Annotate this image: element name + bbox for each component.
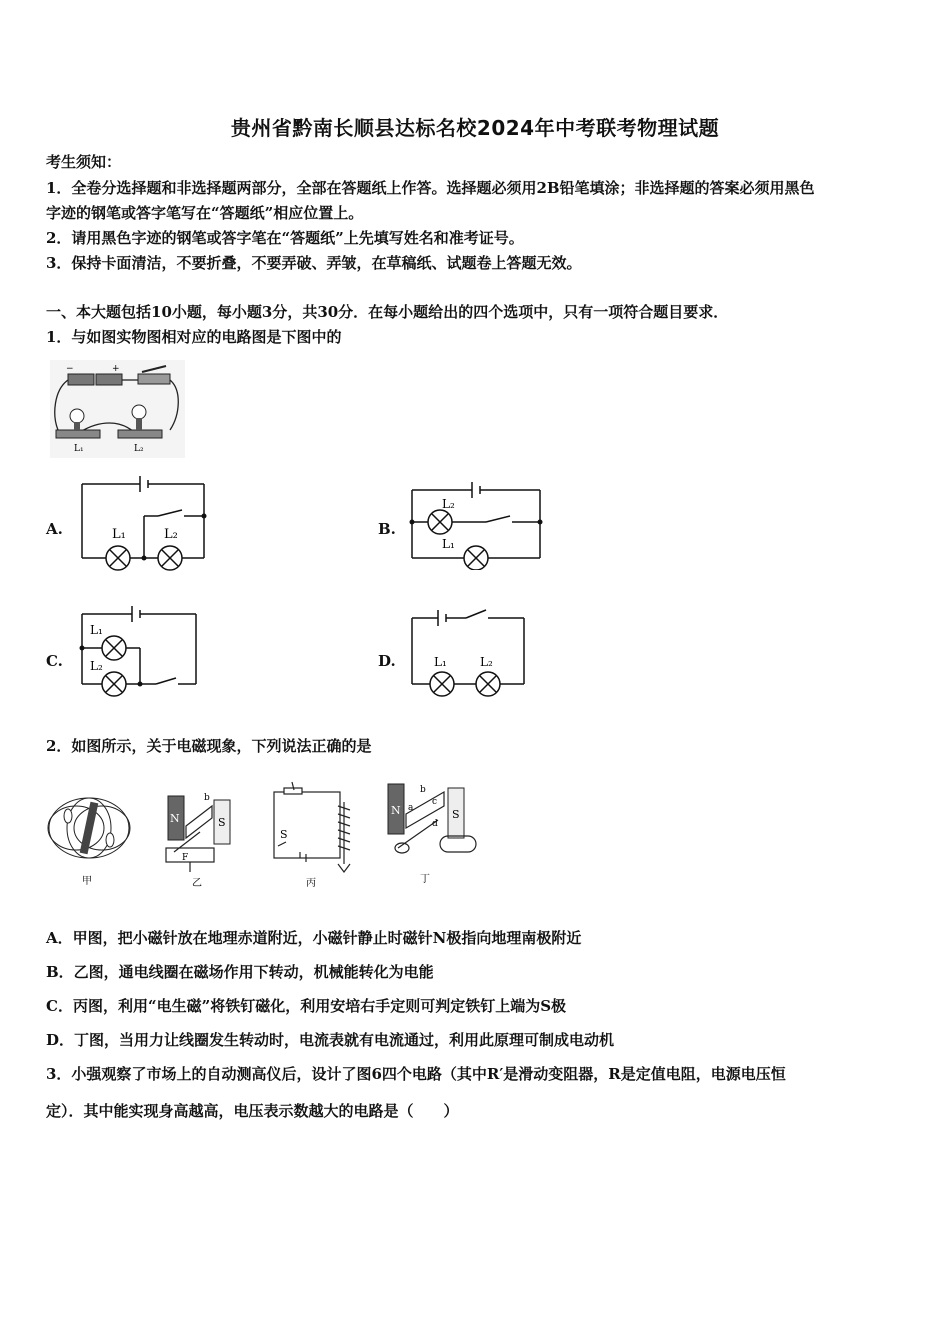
question-3-stem-line2: 定）．其中能实现身高越高，电压表示数越大的电路是（ ） (46, 1102, 459, 1120)
option-b-bulb2-label: L₁ (442, 537, 455, 551)
q1-physical-circuit-figure (50, 360, 185, 458)
fig-ding-label-c: c (432, 797, 438, 807)
option-c-circuit (72, 598, 202, 698)
fig-yi-label-b: b (204, 793, 210, 803)
question-2-stem: 2．如图所示，关于电磁现象，下列说法正确的是 (46, 737, 372, 755)
fig-ding-generator (382, 774, 478, 886)
fig-ding-n-label: N (391, 804, 401, 817)
question-2-choice-a: A．甲图，把小磁针放在地理赤道附近，小磁针静止时磁针N极指向地理南极附近 (46, 929, 582, 947)
fig-yi-n-label: N (170, 812, 180, 825)
section-heading: 一、本大题包括10小题，每小题3分，共30分．在每小题给出的四个选项中，只有一项符合题目要求． (46, 303, 729, 321)
notice-item-1: 1．全卷分选择题和非选择题两部分，全部在答题纸上作答。选择题必须用2B铅笔填涂；非选择题的答案必须用黑色 (46, 179, 815, 197)
page-title: 贵州省黔南长顺县达标名校2024年中考联考物理试题 (230, 116, 720, 140)
fig-yi-motor (154, 782, 242, 892)
option-a-circuit (72, 470, 212, 580)
notice-heading: 考生须知： (46, 153, 122, 171)
option-b-circuit (402, 478, 550, 570)
option-d-letter: D. (378, 652, 396, 670)
fig-yi-caption: 乙 (192, 878, 202, 889)
option-d-bulb2-label: L₂ (480, 655, 493, 669)
notice-item-3: 3．保持卡面清洁，不要折叠，不要弄破、弄皱，在草稿纸、试题卷上答题无效。 (46, 254, 582, 272)
option-c-bulb1-label: L₁ (90, 623, 103, 637)
plus-label: + (112, 364, 120, 374)
option-a-bulb1-label: L₁ (112, 527, 126, 542)
bulb-l2-label: L₂ (134, 444, 144, 454)
question-2-choice-d: D．丁图，当用力让线圈发生转动时，电流表就有电流通过，利用此原理可制成电动机 (46, 1031, 615, 1049)
option-a-bulb2-label: L₂ (164, 527, 178, 542)
notice-item-1-cont: 字迹的钢笔或答字笔写在“答题纸”相应位置上。 (46, 204, 364, 222)
fig-ding-label-a: a (408, 803, 414, 813)
fig-yi-label-f: F (182, 853, 189, 863)
minus-label: − (66, 364, 74, 374)
question-1-stem: 1．与如图实物图相对应的电路图是下图中的 (46, 328, 342, 346)
question-2-choice-b: B．乙图，通电线圈在磁场作用下转动，机械能转化为电能 (46, 963, 434, 981)
fig-ding-label-d: d (432, 819, 438, 829)
fig-jia-earth-magnet (46, 782, 132, 892)
fig-yi-s-label: S (218, 816, 226, 829)
fig-ding-s-label: S (452, 808, 460, 821)
notice-item-2: 2．请用黑色字迹的钢笔或答字笔在“答题纸”上先填写姓名和准考证号。 (46, 229, 524, 247)
fig-bing-caption: 丙 (306, 878, 316, 889)
question-3-stem-line1: 3．小强观察了市场上的自动测高仪后，设计了图6四个电路（其中R′是滑动变阻器，R是定值电阻，电源电压恒 (46, 1065, 786, 1083)
option-d-bulb1-label: L₁ (434, 655, 447, 669)
option-c-letter: C. (46, 652, 63, 670)
bulb-l1-label: L₁ (74, 444, 84, 454)
fig-ding-label-b: b (420, 785, 426, 795)
fig-bing-switch-label: S (280, 828, 288, 841)
fig-ding-caption: 丁 (420, 874, 430, 885)
option-b-bulb1-label: L₂ (442, 497, 455, 511)
option-c-bulb2-label: L₂ (90, 659, 103, 673)
option-d-circuit (402, 598, 532, 698)
fig-jia-caption: 甲 (82, 876, 92, 887)
question-2-choice-c: C．丙图，利用“电生磁”将铁钉磁化，利用安培右手定则可判定铁钉上端为S极 (46, 997, 567, 1015)
option-a-letter: A. (46, 520, 63, 538)
fig-bing-electromagnet (264, 772, 360, 892)
option-b-letter: B. (378, 520, 396, 538)
